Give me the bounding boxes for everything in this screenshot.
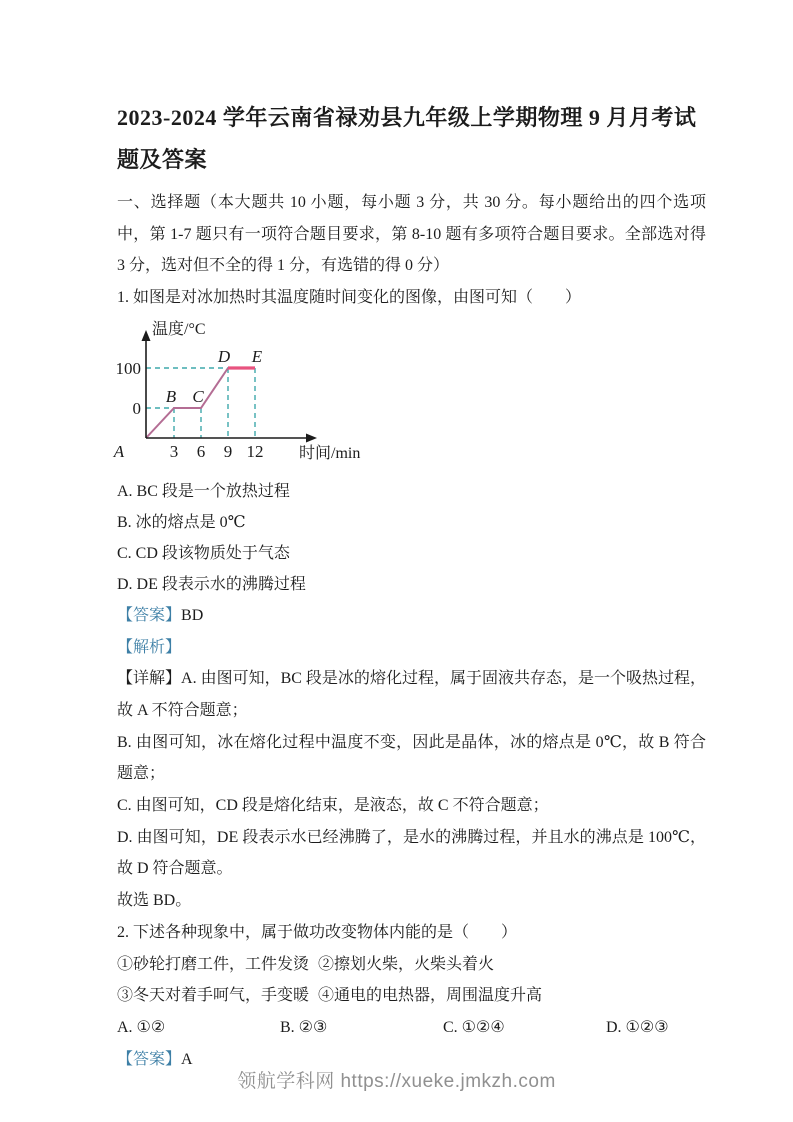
detail-paragraph-b: B. 由图可知，冰在熔化过程中温度不变，因此是晶体，冰的熔点是 0℃，故 B 符合题意； [117, 733, 706, 783]
detail-paragraph-c: C. 由图可知，CD 段是熔化结束，是液态，故 C 不符合题意； [117, 797, 549, 815]
question-1-answer-line [117, 600, 706, 632]
question-1-option-c: C. CD 段该物质处于气态 [117, 544, 290, 562]
chart-canvas [111, 318, 381, 470]
question-1-stem: 1. 如图是对冰加热时其温度随时间变化的图像，由图可知（ ） [117, 289, 582, 307]
y-axis-arrow-icon [142, 330, 151, 341]
question-1-analysis-line [117, 632, 706, 664]
document-content [113, 97, 706, 1075]
question-1-option-d: D. DE 段表示水的沸腾过程 [117, 575, 306, 593]
x-tick-3: 3 [169, 441, 179, 461]
question-2-option-c: C. ①②④ [443, 1018, 505, 1036]
question-2-stem: 2. 下述各种现象中，属于做功改变物体内能的是（ ） [117, 923, 518, 941]
phenomenon-item-3: ③冬天对着手呵气，手变暖 [117, 987, 310, 1005]
phenomenon-item-2: ②擦划火柴，火柴头着火 [318, 955, 495, 973]
question-1-options [117, 476, 706, 600]
y-tick-0: 0 [132, 398, 141, 418]
document-title: 2023-2024 学年云南省禄劝县九年级上学期物理 9 月月考试题及答案 [117, 105, 697, 172]
question-1-option-b: B. 冰的熔点是 0℃ [117, 513, 246, 531]
detail-label: 【详解】 [117, 670, 182, 688]
question-2-option-b: B. ②③ [280, 1018, 328, 1036]
curve-segment-abcd [146, 368, 228, 438]
detail-paragraph-d: D. 由图可知，DE 段表示水已经沸腾了，是水的沸腾过程，并且水的沸点是 100℃，故 D 符合题意。 [117, 828, 706, 878]
question-2-option-d: D. ①②③ [606, 1018, 669, 1036]
answer-label-2: 【答案】 [117, 1050, 182, 1068]
y-tick-100: 100 [115, 358, 141, 378]
point-label-c: C [192, 386, 204, 406]
watermark-footer [0, 1066, 793, 1093]
point-label-b: B [165, 386, 177, 406]
question-2-option-a: A. ①② [117, 1018, 166, 1036]
point-label-d: D [217, 346, 231, 366]
point-label-a: A [113, 441, 125, 461]
conclusion-text: 故选 BD。 [117, 892, 192, 910]
question-2-phenomena [117, 949, 706, 1012]
phenomenon-item-1: ①砂轮打磨工件，工件发烫 [117, 955, 310, 973]
x-axis-arrow-icon [306, 433, 317, 442]
analysis-label: 【解析】 [117, 638, 182, 656]
question-1-option-a: A. BC 段是一个放热过程 [117, 482, 290, 500]
x-tick-6: 6 [196, 441, 206, 461]
answer-value-2: A [181, 1050, 193, 1068]
x-tick-9: 9 [223, 441, 233, 461]
question-2-options-row [117, 1012, 706, 1044]
point-label-e: E [251, 346, 263, 366]
detail-text-a: A. 由图可知，BC 段是冰的熔化过程，属于固液共存态，是一个吸热过程，故 A 不符合题意； [117, 670, 706, 719]
section-intro-text: 一、选择题（本大题共 10 小题，每小题 3 分，共 30 分。每小题给出的四个选项中，第 1-7 题只有一项符合题目要求，第 8-10 题有多项符合题目要求。全部选对得 3 分，选对但不全的得 1 分，有选错的得 0 分） [117, 194, 706, 275]
answer-label: 【答案】 [117, 606, 182, 624]
watermark-text: 领航学科网 https://xueke.jmkzh.com [237, 1071, 556, 1092]
answer-value: BD [181, 606, 204, 624]
x-tick-12: 12 [246, 441, 264, 461]
detail-paragraph-a [117, 663, 706, 726]
y-axis-title: 温度/°C [152, 320, 206, 338]
temperature-time-chart [111, 318, 706, 470]
phenomenon-item-4: ④通电的电热器，周围温度升高 [318, 987, 543, 1005]
x-axis-title: 时间/min [299, 444, 361, 462]
